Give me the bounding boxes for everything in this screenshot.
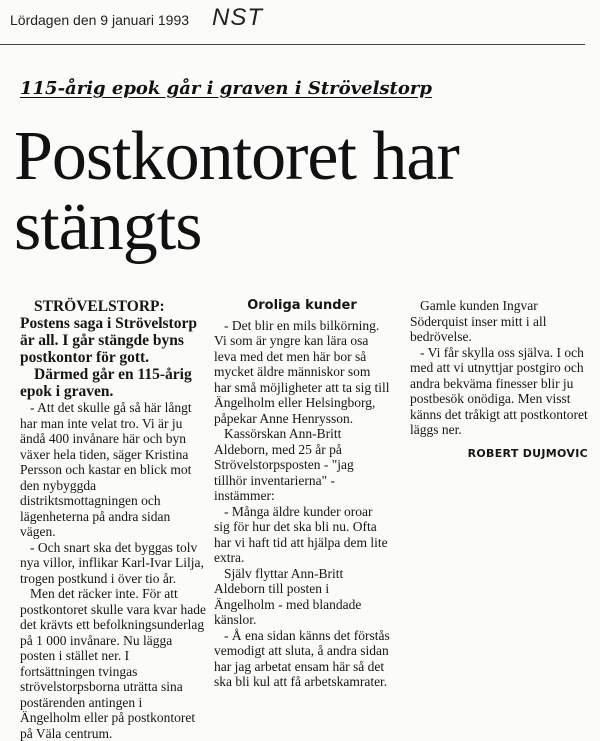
body-paragraph: Själv flyttar Ann-Britt Aldeborn till posten i Ängelholm - med blandade känslor. <box>214 565 362 627</box>
dateline: Lördagen den 9 januari 1993 <box>10 12 190 28</box>
body-paragraph: Kassörskan Ann-Britt Aldeborn, med 25 år på Strövelstorpsposten - "jag tillhör inventarierna" - instämmer: <box>214 426 354 503</box>
handwritten-mark: NST <box>212 4 263 31</box>
column-1 <box>20 298 206 741</box>
subhead: Oroliga kunder <box>247 298 357 313</box>
lead-paragraph: STRÖVELSTORP: Postens saga i Strövelstorp är all. I går stängde byns postkontor för gott. <box>20 298 197 366</box>
body-paragraph: - Vi får skylla oss själva. I och med att vi utnyttjar postgiro och andra bekväma finesser blir ju postbesök onödiga. Men visst känns det tråkigt att postkontoret läggs ner. <box>410 344 588 437</box>
kicker: 115-årig epok går i graven i Strövelstorp <box>20 78 432 99</box>
lead-paragraph: Därmed går en 115-årig epok i graven. <box>20 366 192 400</box>
byline: ROBERT DUJMOVIC <box>467 446 588 460</box>
body-paragraph: - Många äldre kunder oroar sig för hur det ska bli nu. Ofta har vi haft tid att hjälpa dem lite extra. <box>214 503 388 565</box>
body-paragraph: - Det blir en mils bilkörning. Vi som är yngre kan lära osa leva med det men här bor så mycket äldre människor som har små möjligheter att ta sig till Ängelholm eller Helsingborg, påpekar Anne Henrysson. <box>214 317 390 426</box>
body-paragraph: - Och snart ska det byggas tolv nya villor, inflikar Karl-Ivar Lilja, trogen postkund i över tio år. <box>20 539 204 586</box>
headline: Postkontoret har stängts <box>14 118 459 265</box>
column-2 <box>214 298 390 690</box>
body-paragraph: - Å ena sidan känns det förstås vemodigt att sluta, å andra sidan har jag arbetat ensam här så det ska bli kul att få arbetskamrater. <box>214 627 390 689</box>
body-paragraph: - Att det skulle gå så här långt har man inte velat tro. Vi är ju ändå 400 invånare här och byn växer hela tiden, säger Kristina Persson och kastar en blick mot den nybyggda distriktsmottagningen och lägenheterna på andra sidan vägen. <box>20 400 192 539</box>
body-paragraph: Gamle kunden Ingvar Söderquist inser mitt i all bedrövelse. <box>410 298 547 344</box>
body-paragraph: Men det räcker inte. För att postkontoret skulle vara kvar hade det krävts ett befolkningsunderlag på 1 000 invånare. Nu lägga posten i stället ner. I fortsättningen tvingas strövelstorpsborna uträtta sina postärenden antingen i Ängelholm eller på postkontoret på Väla centrum. <box>20 586 206 741</box>
lead <box>20 298 206 400</box>
column-3 <box>410 298 588 461</box>
top-divider <box>0 44 585 45</box>
